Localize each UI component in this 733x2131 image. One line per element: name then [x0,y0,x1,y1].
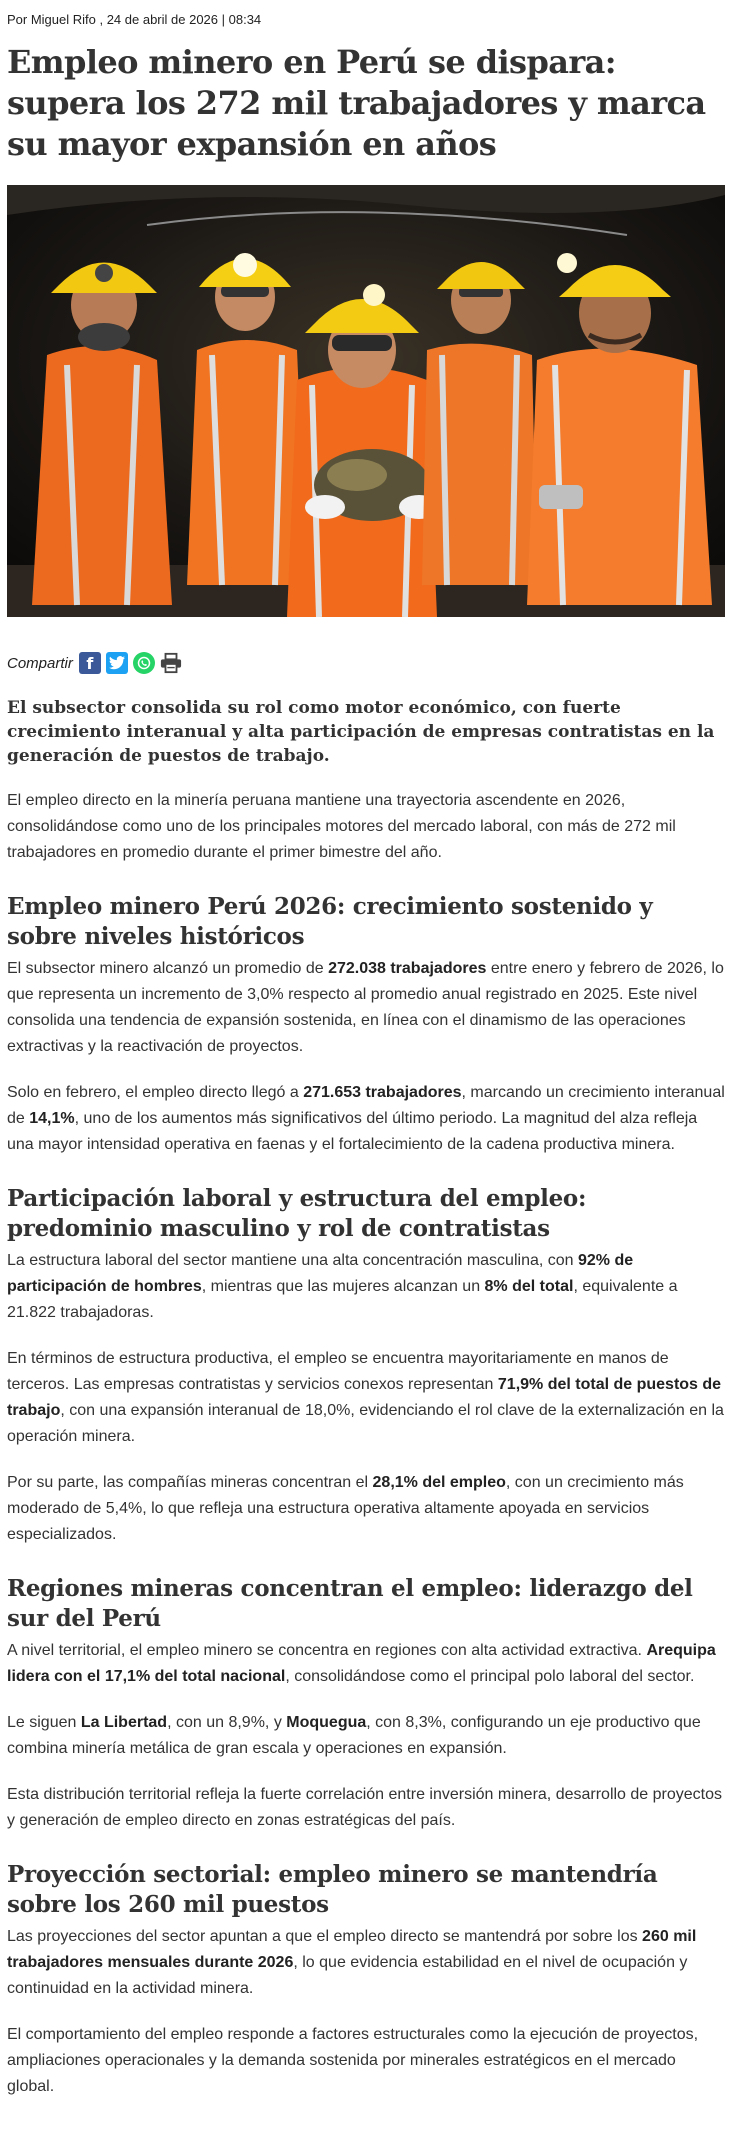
article [7,0,725,2100]
miners-illustration [7,185,725,617]
intro-paragraph: El empleo directo en la minería peruana mantiene una trayectoria ascendente en 2026, consolidándose como uno de los principales motores del mercado laboral, con más de 272 mil trabajadores en promedio durante el primer bimestre del año. [7,792,676,861]
paragraph: Las proyecciones del sector apuntan a que el empleo directo se mantendrá por sobre los 260 mil trabajadores mensuales durante 2026, lo que evidencia estabilidad en el nivel de ocupación y continuidad en la actividad minera. [7,1928,697,1997]
paragraph: Por su parte, las compañías mineras concentran el 28,1% del empleo, con un crecimiento más moderado de 5,4%, lo que refleja una estructura operativa altamente apoyada en servicios especializados. [7,1474,684,1543]
byline: Por Miguel Rifo , 24 de abril de 2026 | 08:34 [7,12,262,27]
print-icon[interactable] [160,652,182,674]
section-heading-labor-structure: Participación laboral y estructura del empleo: predominio masculino y rol de contratistas [7,1185,587,1242]
paragraph: El subsector minero alcanzó un promedio de 272.038 trabajadores entre enero y febrero de 2026, lo que representa un incremento de 3,0% respecto al promedio anual registrado en 2025. Este nivel consolida una tendencia de expansión sostenida, en línea con el dinamismo de las operaciones extractivas y la reactivación de proyectos. [7,960,724,1055]
share-label: Compartir [7,654,73,672]
twitter-icon[interactable] [106,652,128,674]
paragraph: La estructura laboral del sector mantiene una alta concentración masculina, con 92% de participación de hombres, mientras que las mujeres alcanzan un 8% del total, equivalente a 21.822 trabajadoras. [7,1252,678,1321]
paragraph: Solo en febrero, el empleo directo llegó a 271.653 trabajadores, marcando un crecimiento interanual de 14,1%, uno de los aumentos más significativos del último periodo. La magnitud del alza refleja una mayor intensidad operativa en faenas y el fortalecimiento de la cadena productiva minera. [7,1084,725,1153]
paragraph: Le siguen La Libertad, con un 8,9%, y Moquegua, con 8,3%, configurando un eje productivo que combina minería metálica de gran escala y operaciones en expansión. [7,1714,701,1757]
section-heading-regions: Regiones mineras concentran el empleo: liderazgo del sur del Perú [7,1575,693,1632]
paragraph: Esta distribución territorial refleja la fuerte correlación entre inversión minera, desarrollo de proyectos y generación de empleo directo en zonas estratégicas del país. [7,1786,722,1829]
section-heading-projection: Proyección sectorial: empleo minero se mantendría sobre los 260 mil puestos [7,1861,658,1918]
facebook-icon[interactable]: f [79,652,101,674]
lead-paragraph: El subsector consolida su rol como motor económico, con fuerte crecimiento interanual y alta participación de empresas contratistas en la generación de puestos de trabajo. [7,698,715,766]
paragraph: A nivel territorial, el empleo minero se concentra en regiones con alta actividad extractiva. Arequipa lidera con el 17,1% del total nacional, consolidándose como el principal polo laboral del sector. [7,1642,716,1685]
paragraph: El comportamiento del empleo responde a factores estructurales como la ejecución de proyectos, ampliaciones operacionales y la demanda sostenida por minerales estratégicos en el mercado global. [7,2026,699,2095]
hero-photo-miners [7,185,725,617]
whatsapp-icon[interactable] [133,652,155,674]
section-heading-employment-2026: Empleo minero Perú 2026: crecimiento sostenido y sobre niveles históricos [7,893,653,950]
article-title: Empleo minero en Perú se dispara: supera los 272 mil trabajadores y marca su mayor expansión en años [7,43,706,163]
share-bar [7,650,725,676]
paragraph: En términos de estructura productiva, el empleo se encuentra mayoritariamente en manos de terceros. Las empresas contratistas y servicios conexos representan 71,9% del total de puestos de trabajo, con una expansión interanual de 18,0%, evidenciando el rol clave de la externalización en la operación minera. [7,1350,724,1445]
